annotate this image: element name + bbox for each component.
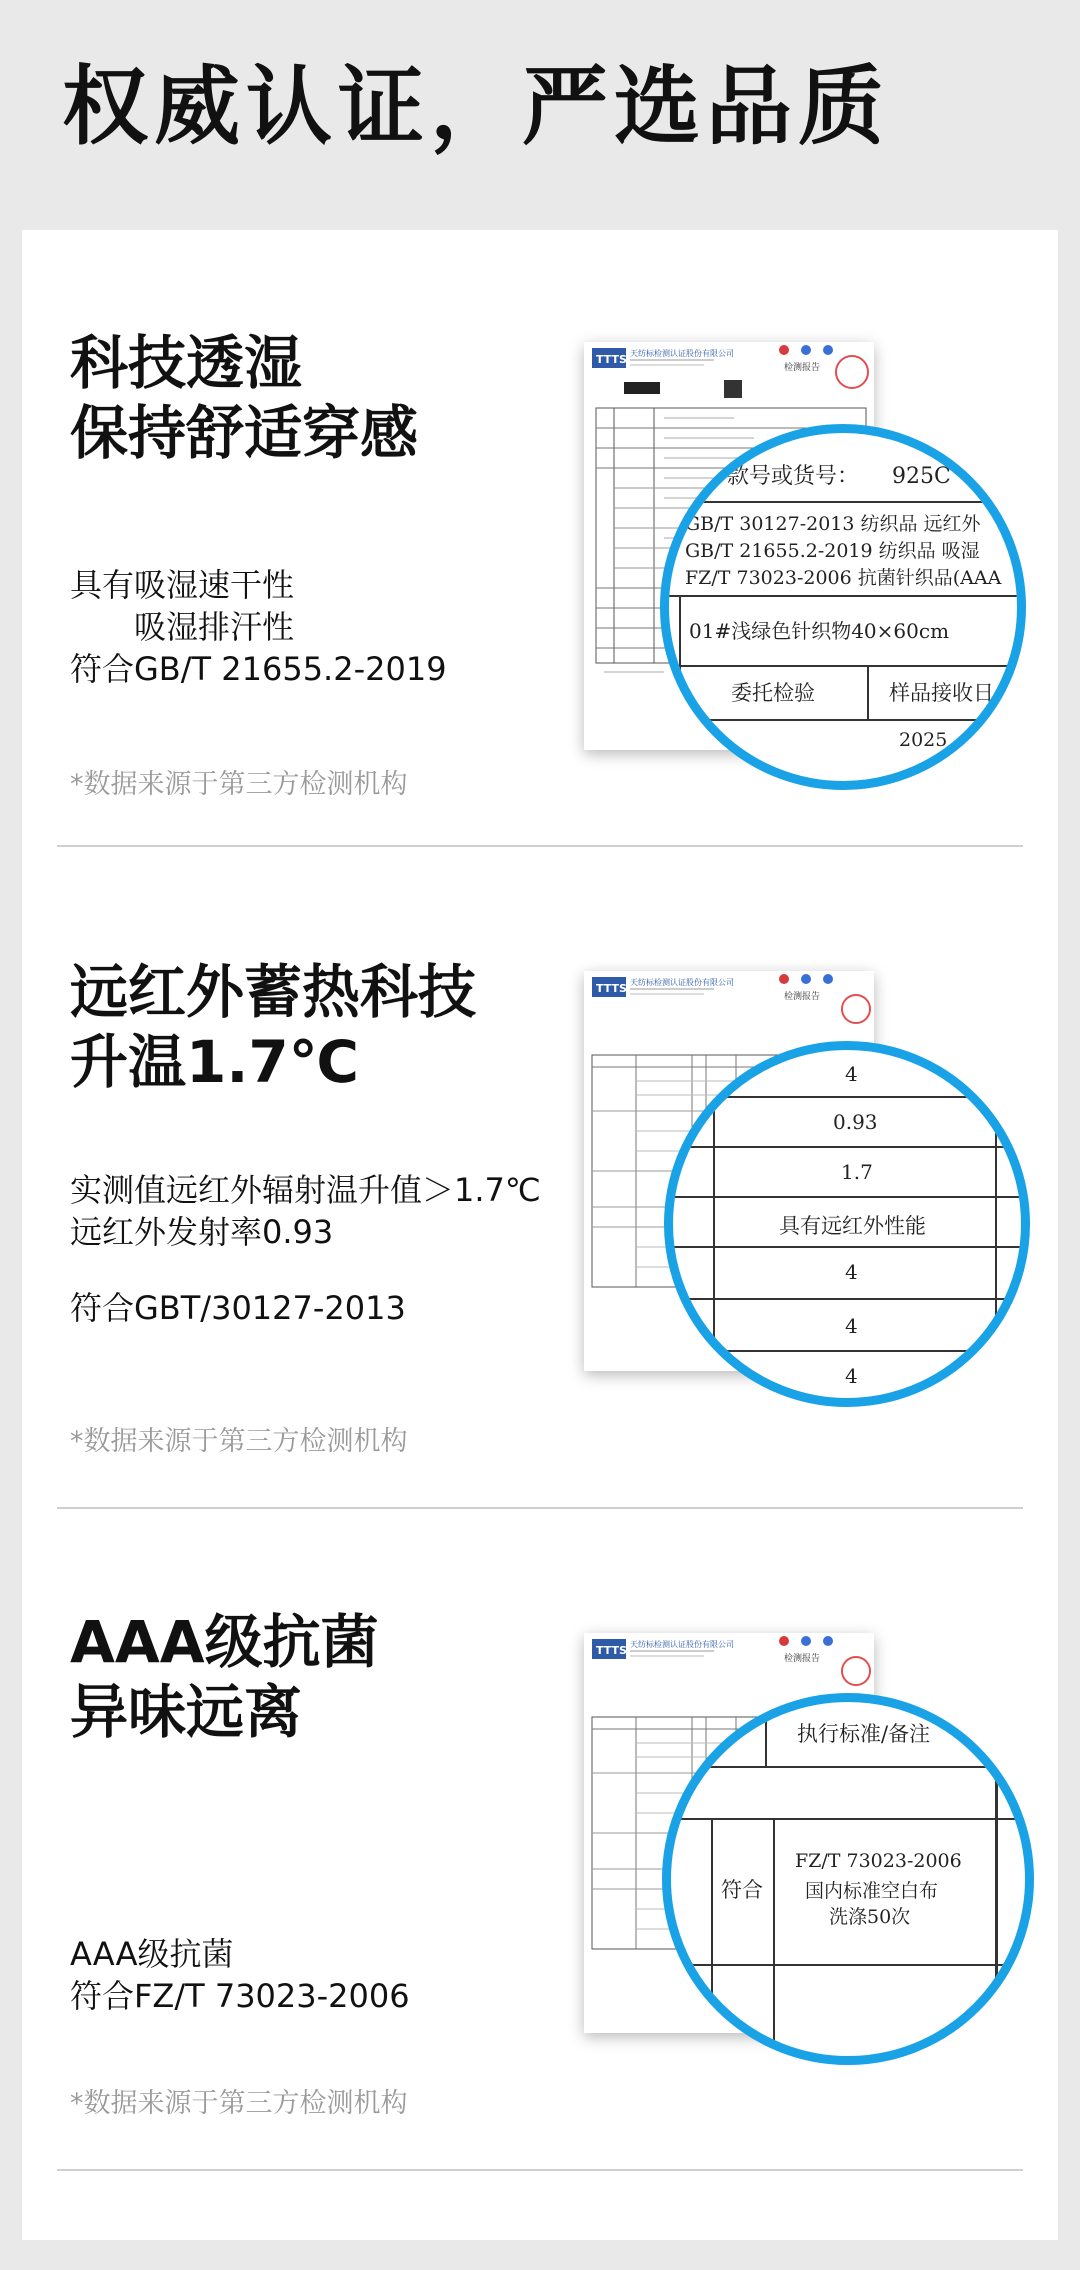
report-company: 天纺标检测认证股份有限公司 [630, 1640, 734, 1649]
zoom-value: 1.7 [841, 1160, 873, 1184]
page-title: 权威认证，严选品质 [62, 57, 890, 157]
zoom-standard: 国内标准空白布 [805, 1880, 939, 1902]
section-far-infrared [22, 847, 1058, 1509]
desc-line: 具有吸湿速干性 [70, 566, 295, 604]
magnifier-zoom [664, 1041, 1030, 1407]
section-heading [70, 328, 418, 468]
report-title: 检测报告 [784, 363, 821, 373]
zoom-text: GB/T 30127-2013 纺织品 远红外 [685, 513, 981, 535]
zoom-standard: 洗涤50次 [829, 1906, 911, 1928]
zoom-text: 款号或货号： 925C [727, 464, 951, 489]
heading-line: 远红外蓄热科技 [70, 958, 477, 1026]
desc-line: 吸湿排汗性 [70, 608, 295, 646]
zoom-value: 4 [845, 1314, 858, 1338]
report-company: 天纺标检测认证股份有限公司 [630, 349, 734, 358]
zoom-value: 4 [845, 1062, 858, 1086]
data-source-note: *数据来源于第三方检测机构 [70, 1426, 408, 1457]
heading-line: 升温1.7℃ [70, 1028, 359, 1096]
magnifier-zoom [662, 1693, 1034, 2065]
zoom-value: 4 [845, 1260, 858, 1284]
report-logo-text: TTTS [596, 353, 627, 366]
data-source-note: *数据来源于第三方检测机构 [70, 769, 408, 800]
zoom-text: GB/T 21655.2-2019 纺织品 吸湿 [685, 540, 980, 562]
certification-card [22, 230, 1058, 2240]
zoom-value: 0.93 [833, 1110, 878, 1134]
report-title: 检测报告 [784, 1654, 821, 1664]
zoom-value: 4 [845, 1364, 858, 1388]
section-description [70, 1933, 410, 2017]
section-divider [57, 2169, 1023, 2171]
desc-line: 符合GB/T 21655.2-2019 [70, 650, 447, 688]
zoom-text: 样品接收日 [889, 681, 994, 705]
data-source-note: *数据来源于第三方检测机构 [70, 2088, 408, 2119]
zoom-text: 01#浅绿色针织物40×60cm [689, 619, 950, 643]
heading-line: 保持舒适穿感 [70, 399, 419, 467]
report-logo-text: TTTS [596, 1644, 627, 1657]
report-logo-text: TTTS [596, 982, 627, 995]
desc-spacer [70, 1253, 541, 1287]
heading-line: AAA级抗菌 [70, 1608, 379, 1676]
zoom-text: 委托检验 [731, 681, 815, 705]
zoom-header: 执行标准/备注 [797, 1722, 931, 1746]
magnifier-zoom [660, 424, 1026, 790]
desc-line: 符合FZ/T 73023-2006 [70, 1977, 410, 2015]
zoom-result: 符合 [721, 1878, 763, 1902]
section-heading [70, 1607, 379, 1747]
report-company: 天纺标检测认证股份有限公司 [630, 978, 734, 987]
section-description [70, 1169, 541, 1329]
heading-line: 异味远离 [70, 1678, 303, 1746]
zoom-text: 2025 [899, 729, 948, 751]
report-title: 检测报告 [784, 992, 821, 1002]
section-heading [70, 957, 476, 1097]
section-moisture [22, 230, 1058, 847]
section-description [70, 564, 447, 690]
section-antibacterial [22, 1509, 1058, 2171]
zoom-standard: FZ/T 73023-2006 [795, 1850, 962, 1872]
zoom-value: 具有远红外性能 [779, 1214, 926, 1238]
heading-line: 科技透湿 [70, 329, 303, 397]
desc-line: 符合GBT/30127-2013 [70, 1289, 406, 1327]
desc-line: 实测值远红外辐射温升值＞1.7℃ [70, 1171, 541, 1209]
desc-line: AAA级抗菌 [70, 1935, 234, 1973]
zoom-text: FZ/T 73023-2006 抗菌针织品(AAA [685, 567, 1002, 589]
desc-line: 远红外发射率0.93 [70, 1213, 334, 1251]
